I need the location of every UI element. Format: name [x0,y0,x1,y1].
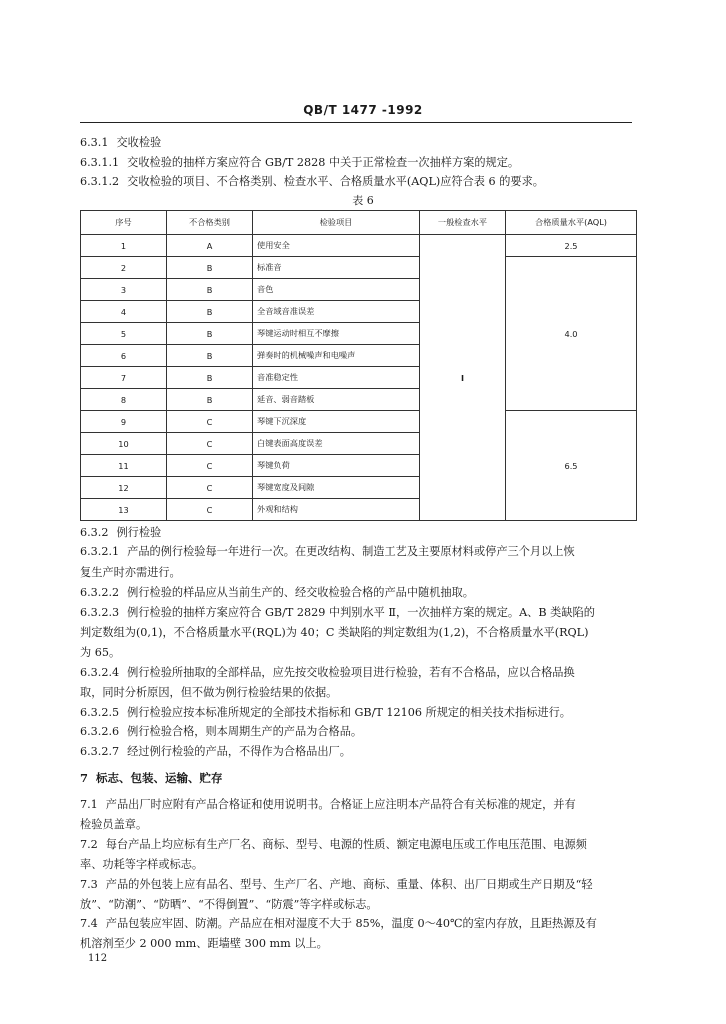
table-row [81,257,637,279]
serial-cell: 8 [81,389,167,411]
serial-cell: 4 [81,301,167,323]
clause-number: 6.3.2.1 [80,545,120,558]
table-caption: 表 6 [352,194,374,207]
category-cell: C [167,499,253,521]
category-cell: B [167,301,253,323]
item-cell: 琴键宽度及间隙 [253,477,420,499]
clause-7-4-cont: 机溶剂至少 2 000 mm、距墙壁 300 mm 以上。 [80,937,328,950]
table-row [81,411,637,433]
aql-cell: 6.5 [506,411,637,521]
clause-number: 6.3.2.4 [80,666,120,679]
category-cell: C [167,455,253,477]
clause-6-3-2-7 [80,745,636,759]
section-title-text: 标志、包装、运输、贮存 [96,771,223,785]
serial-cell: 13 [81,499,167,521]
clause-number: 6.3.2 [80,526,109,539]
clause-number: 6.3.1.2 [80,175,120,188]
clause-number: 7.3 [80,878,98,891]
clause-7-3 [80,878,636,892]
category-cell: B [167,323,253,345]
section-number: 7 [80,771,89,785]
clause-7-1 [80,798,636,812]
item-cell: 标准音 [253,257,420,279]
clause-6-3-2-6 [80,725,636,739]
category-cell: B [167,345,253,367]
header-cell: 一般检查水平 [420,211,506,235]
clause-number: 6.3.2.2 [80,586,120,599]
clause-7-1-cont: 检验员盖章。 [80,818,148,831]
serial-cell: 1 [81,235,167,257]
serial-cell: 5 [81,323,167,345]
item-cell: 音色 [253,279,420,301]
clause-6-3-2-4 [80,666,636,680]
clause-7-2-cont: 率、功耗等字样或标志。 [80,858,204,871]
header-cell: 不合格类别 [167,211,253,235]
serial-cell: 9 [81,411,167,433]
clause-6-3-1-2 [80,175,636,189]
clause-number: 6.3.2.5 [80,706,120,719]
item-cell: 外观和结构 [253,499,420,521]
header-rule [80,122,632,123]
clause-text: 产品的外包装上应有品名、型号、生产厂名、产地、商标、重量、体积、出厂日期或生产日期及“轻 [105,878,593,891]
item-cell: 琴键负荷 [253,455,420,477]
clause-6-3-2-4-cont: 取，同时分析原因，但不做为例行检验结果的依据。 [80,686,338,699]
page-number: 112 [88,953,108,964]
standard-code-header: QB/T 1477 -1992 [303,103,423,117]
serial-cell: 12 [81,477,167,499]
clause-text: 例行检验的样品应从当前生产的、经交收检验合格的产品中随机抽取。 [127,586,474,599]
category-cell: B [167,257,253,279]
clause-7-4 [80,917,636,931]
clause-text: 产品的例行检验每一年进行一次。在更改结构、制造工艺及主要原材料或停产三个月以上恢 [127,545,575,558]
item-cell: 琴键下沉深度 [253,411,420,433]
table-header-row [81,211,637,235]
clause-6-3-1-1 [80,156,636,170]
clause-number: 6.3.1.1 [80,156,120,169]
item-cell: 琴键运动时相互不摩擦 [253,323,420,345]
clause-title: 交收检验 [116,136,162,149]
item-cell: 白键表面高度误差 [253,433,420,455]
serial-cell: 11 [81,455,167,477]
aql-cell: 2.5 [506,235,637,257]
category-cell: A [167,235,253,257]
clause-text: 产品包装应牢固、防潮。产品应在相对湿度不大于 85%，温度 0～40℃的室内存放，且距热源及有 [105,917,597,930]
category-cell: C [167,433,253,455]
clause-text: 例行检验的抽样方案应符合 GB/T 2829 中判别水平 Ⅱ，一次抽样方案的规定。A、B 类缺陷的 [127,606,595,619]
clause-text: 交收检验的项目、不合格类别、检查水平、合格质量水平(AQL)应符合表 6 的要求。 [127,175,544,188]
serial-cell: 3 [81,279,167,301]
item-cell: 延音、弱音踏板 [253,389,420,411]
clause-number: 6.3.2.7 [80,745,120,758]
clause-text: 每台产品上均应标有生产厂名、商标、型号、电源的性质、额定电源电压或工作电压范围、电源频 [105,838,587,851]
clause-6-3-2-3-cont: 判定数组为(0,1)，不合格质量水平(RQL)为 40；C 类缺陷的判定数组为(1,2)，不合格质量水平(RQL) [80,626,589,639]
category-cell: B [167,279,253,301]
table-row [81,235,637,257]
category-cell: C [167,411,253,433]
clause-number: 6.3.1 [80,136,109,149]
clause-6-3-2-1 [80,545,636,559]
clause-7-3-cont: 放”、“防潮”、“防晒”、“不得倒置”、“防震”等字样或标志。 [80,898,378,911]
section-7-title [80,770,223,786]
clause-6-3-2-3 [80,606,636,620]
clause-text: 交收检验的抽样方案应符合 GB/T 2828 中关于正常检查一次抽样方案的规定。 [127,156,520,169]
aql-cell: 4.0 [506,257,637,411]
serial-cell: 10 [81,433,167,455]
serial-cell: 6 [81,345,167,367]
item-cell: 音准稳定性 [253,367,420,389]
item-cell: 全音域音准误差 [253,301,420,323]
clause-number: 7.4 [80,917,98,930]
category-cell: C [167,477,253,499]
clause-6-3-2-3-cont: 为 65。 [80,646,121,659]
serial-cell: 7 [81,367,167,389]
serial-cell: 2 [81,257,167,279]
clause-number: 6.3.2.3 [80,606,120,619]
clause-text: 产品出厂时应附有产品合格证和使用说明书。合格证上应注明本产品符合有关标准的规定，并有 [105,798,576,811]
clause-title: 例行检验 [116,526,162,539]
clause-6-3-1 [80,136,636,150]
category-cell: B [167,389,253,411]
inspection-level-cell: I [420,235,506,521]
clause-text: 例行检验所抽取的全部样品，应先按交收检验项目进行检验，若有不合格品，应以合格品换 [127,666,575,679]
clause-7-2 [80,838,636,852]
clause-text: 例行检验合格，则本周期生产的产品为合格品。 [127,725,363,738]
item-cell: 使用安全 [253,235,420,257]
clause-6-3-2-1-cont: 复生产时亦需进行。 [80,566,181,579]
clause-number: 7.2 [80,838,98,851]
clause-number: 6.3.2.6 [80,725,120,738]
category-cell: B [167,367,253,389]
item-cell: 弹奏时的机械噪声和电噪声 [253,345,420,367]
clause-text: 经过例行检验的产品，不得作为合格品出厂。 [127,745,351,758]
header-cell: 合格质量水平(AQL) [506,211,637,235]
header-cell: 检验项目 [253,211,420,235]
clause-6-3-2 [80,526,636,540]
clause-number: 7.1 [80,798,98,811]
inspection-table [80,210,637,521]
clause-text: 例行检验应按本标准所规定的全部技术指标和 GB/T 12106 所规定的相关技术指标进行。 [127,706,571,719]
header-cell: 序号 [81,211,167,235]
clause-6-3-2-2 [80,586,636,600]
clause-6-3-2-5 [80,706,636,720]
